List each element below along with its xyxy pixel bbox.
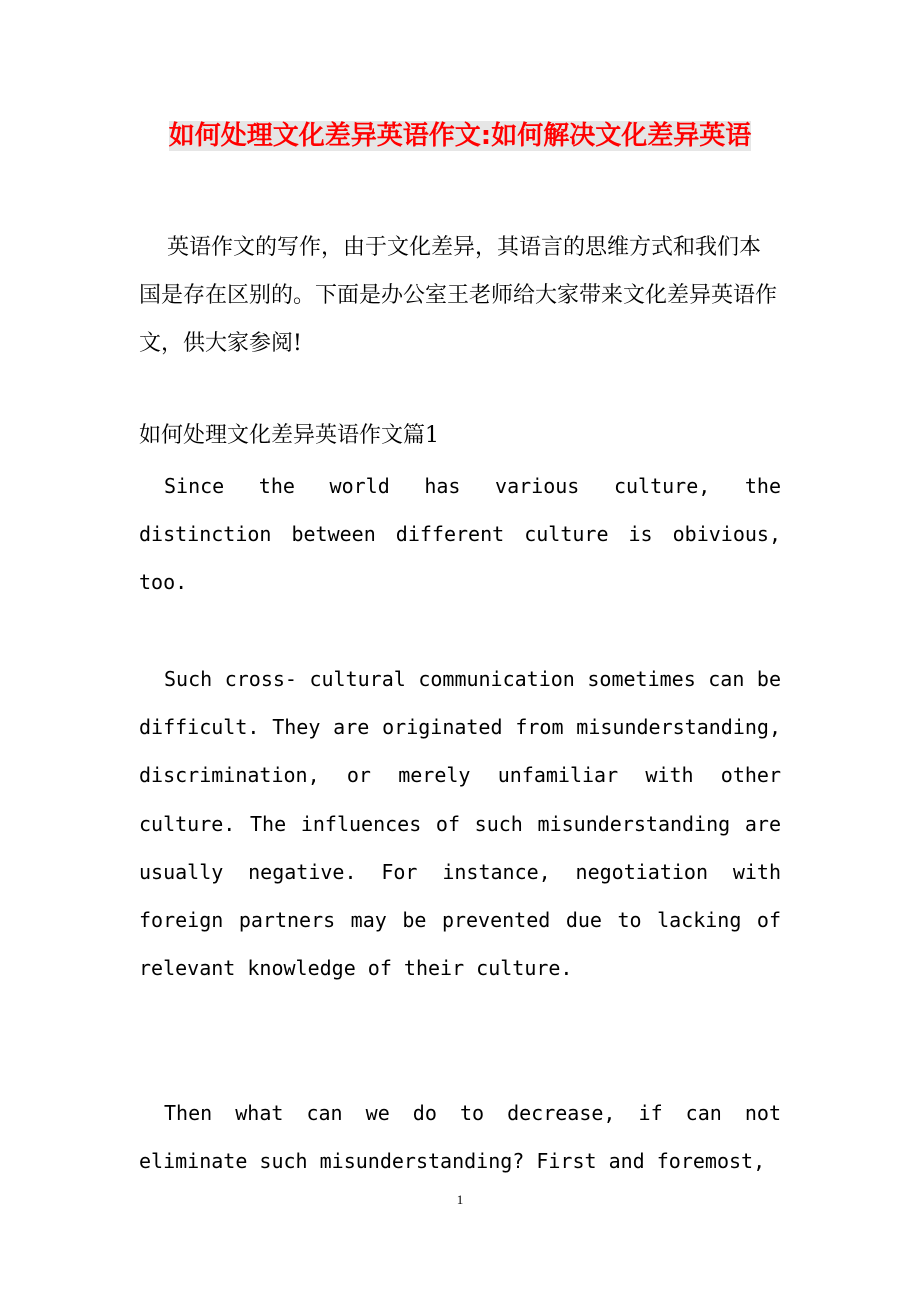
body-paragraph-2: Such cross- cultural communication sometimes can be difficult. They are originated from misunderstanding, discrimination, or merely unfamiliar with other culture. The influences of such misunderstanding are usually negative. For instance, negotiation with foreign partners may be prevented due to lacking of relevant knowledge of their culture.	[139, 667, 781, 981]
page-number: 1	[456, 1192, 464, 1207]
document-title-text: 如何处理文化差异英语作文:如何解决文化差异英语	[168, 121, 752, 151]
section-heading: 如何处理文化差异英语作文篇1	[139, 423, 439, 448]
document-title	[140, 116, 780, 156]
body-paragraph-3: Then what can we do to decrease, if can not eliminate such misunderstanding? First and foremost,	[139, 1101, 781, 1174]
body-paragraph-1: Since the world has various culture, the distinction between different culture is obivious, too.	[139, 474, 781, 595]
intro-paragraph: 英语作文的写作，由于文化差异，其语言的思维方式和我们本国是存在区别的。下面是办公室王老师给大家带来文化差异英语作文，供大家参阅!	[139, 235, 778, 356]
